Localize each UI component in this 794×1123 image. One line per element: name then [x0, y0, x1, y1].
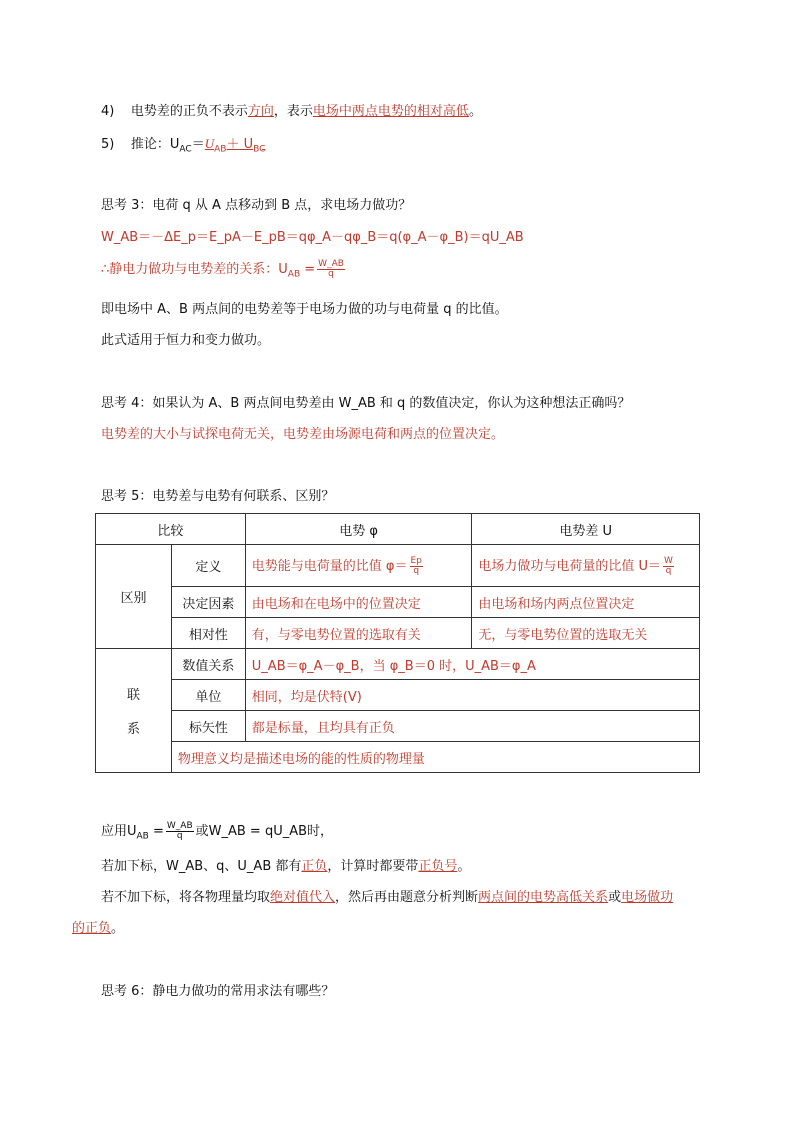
cell-u-relativity: 无，与零电势位置的选取无关	[472, 618, 700, 649]
header-compare: 比较	[96, 514, 246, 545]
row-label-determinant: 决定因素	[171, 587, 245, 618]
think-3-relation: ∴静电力做功与电势差的关系：$U_{AB}$ = $\frac{W\_AB}{q}$	[101, 259, 344, 280]
cell-unit: 相同，均是伏特(V)	[245, 680, 699, 711]
comparison-table	[95, 513, 700, 773]
think-3-conclusion: 即电场中 A、B 两点间的电势差等于电场力做的功与电荷量 q 的比值。	[101, 302, 508, 317]
subscript-rule: 若加下标，W_AB、q、U_AB 都有正负，计算时都要带正负号。	[101, 859, 471, 874]
cell-phi-definition: 电势能与电荷量的比值 φ＝ $\frac{Ep}{q}$	[245, 545, 472, 587]
cell-physical-meaning: 物理意义均是描述电场的能的性质的物理量	[171, 742, 699, 773]
header-potential: 电势 φ	[245, 514, 472, 545]
no-subscript-rule-cont: 的正负。	[72, 921, 125, 936]
think-3-note: 此式适用于恒力和变力做功。	[101, 333, 271, 348]
row-label-relativity: 相对性	[171, 618, 245, 649]
group-connection: 联 系	[96, 649, 172, 773]
group-difference: 区别	[96, 545, 172, 649]
point-5: 5) 推论：$U_{AC}=U_{AB}+ U_{BC}$	[101, 136, 266, 155]
cell-phi-relativity: 有，与零电势位置的选取有关	[245, 618, 472, 649]
think-3-formula: W_AB＝－ΔE_p＝E_pA－E_pB＝qφ_A－qφ_B＝q(φ_A－φ_B)＝qU_AB	[101, 230, 524, 245]
no-subscript-rule: 若不加下标，将各物理量均取绝对值代入，然后再由题意分析判断两点间的电势高低关系或电场做功	[101, 890, 674, 905]
cell-u-determinant: 由电场和场内两点位置决定	[472, 587, 700, 618]
cell-scalar: 都是标量，且均具有正负	[245, 711, 699, 742]
point-4: 4) 电势差的正负不表示方向，表示电场中两点电势的相对高低。	[101, 104, 482, 119]
row-label-value: 数值关系	[171, 649, 245, 680]
header-potential-difference: 电势差 U	[472, 514, 700, 545]
think-4-answer: 电势差的大小与试探电荷无关，电势差由场源电荷和两点的位置决定。	[101, 427, 505, 442]
think-5-title: 思考 5：电势差与电势有何联系、区别？	[101, 489, 335, 504]
think-4-title: 思考 4：如果认为 A、B 两点间电势差由 W_AB 和 q 的数值决定，你认为这种想法正确吗？	[101, 396, 631, 411]
cell-phi-determinant: 由电场和在电场中的位置决定	[245, 587, 472, 618]
row-label-unit: 单位	[171, 680, 245, 711]
think-6-title: 思考 6：静电力做功的常用求法有哪些？	[101, 984, 335, 999]
think-3-title: 思考 3：电荷 q 从 A 点移动到 B 点，求电场力做功？	[101, 198, 412, 213]
row-label-definition: 定义	[171, 545, 245, 587]
application-line: 应用$U_{AB}$ = $\frac{W\_AB}{q}$ 或W_AB = qU_AB时，	[101, 821, 334, 842]
cell-u-definition: 电场力做功与电荷量的比值 U＝ $\frac{W}{q}$	[472, 545, 700, 587]
cell-value-relation: U_AB＝φ_A－φ_B，当 φ_B＝0 时，U_AB＝φ_A	[245, 649, 699, 680]
row-label-scalar: 标矢性	[171, 711, 245, 742]
